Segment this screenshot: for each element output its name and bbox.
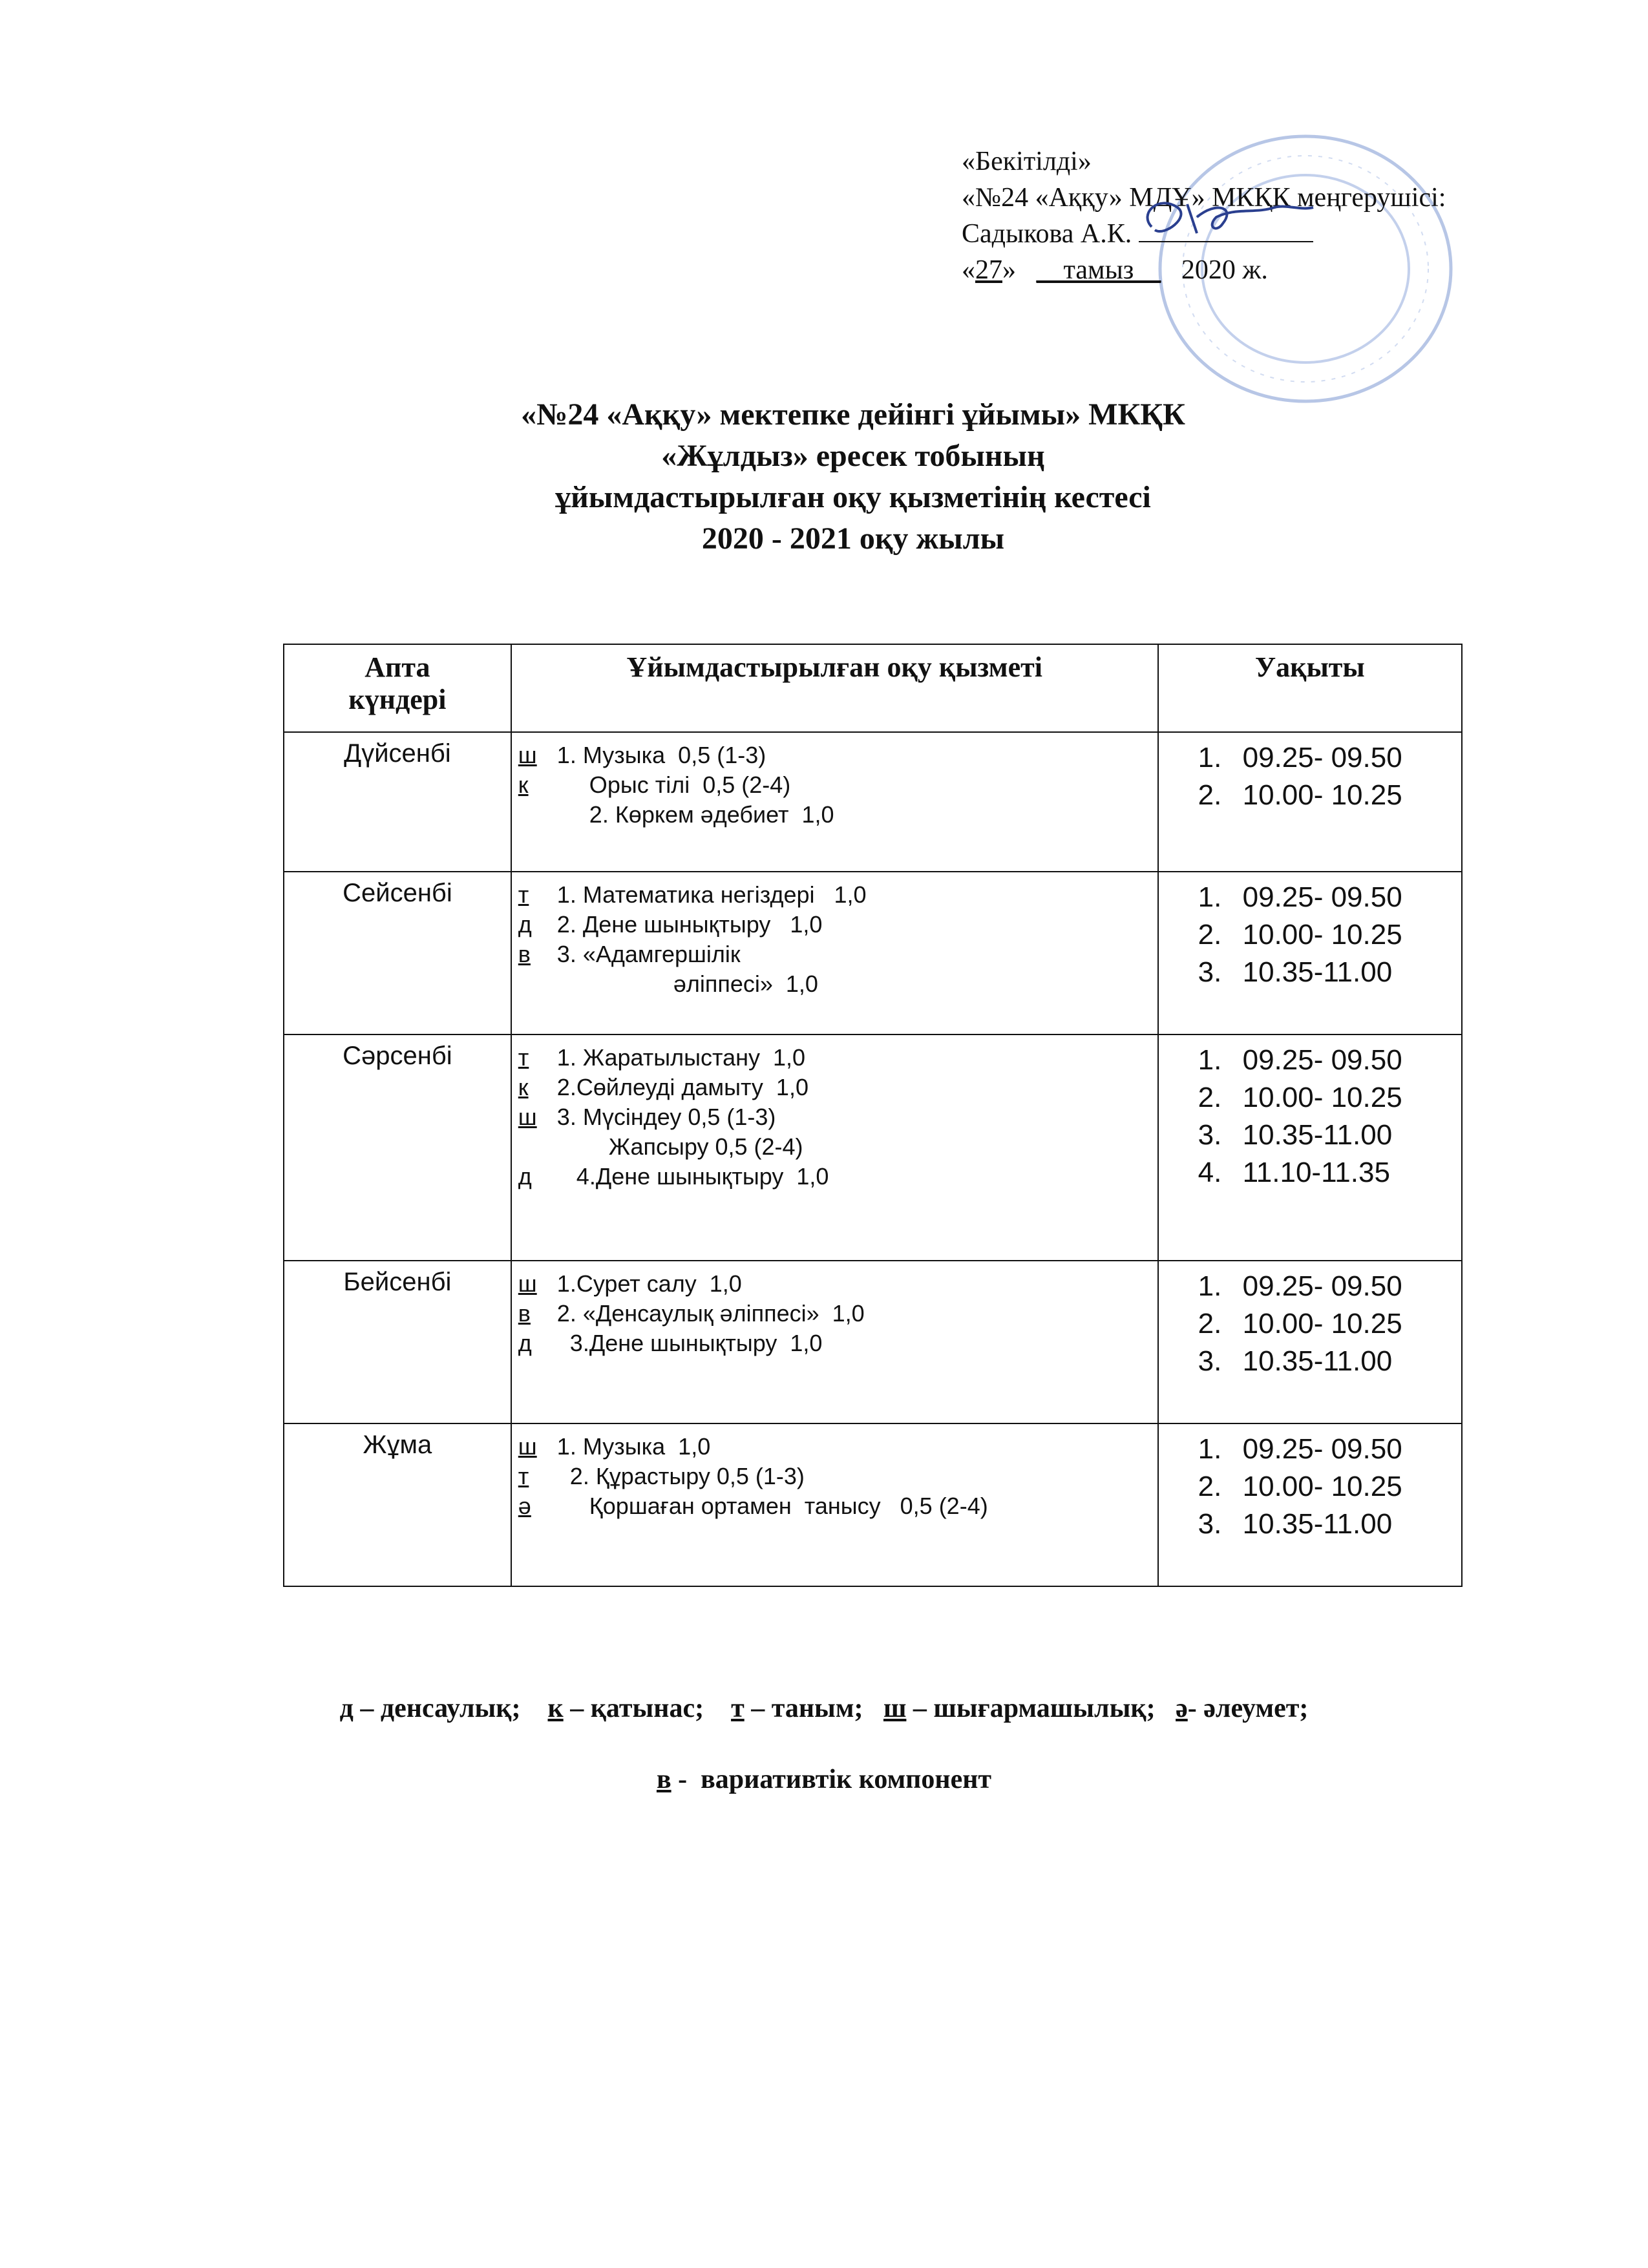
- activity-text: Орыс тілі 0,5 (2-4): [544, 772, 791, 798]
- activities-cell: [511, 1034, 1158, 1261]
- times-cell: [1158, 1423, 1462, 1586]
- times-list: [1159, 1431, 1461, 1543]
- time-slot: 1. 09.25- 09.50: [1230, 1268, 1461, 1305]
- activity-line: [518, 1102, 1157, 1132]
- activity-line: [518, 1491, 1157, 1521]
- activity-text: 2. «Денсаулық әліппесі» 1,0: [544, 1300, 865, 1327]
- activity-line: [518, 800, 1157, 830]
- approval-signer: [962, 216, 1446, 252]
- activity-text: әліппесі» 1,0: [544, 971, 818, 997]
- times-cell: [1158, 872, 1462, 1034]
- activity-text: 1. Математика негіздері 1,0: [544, 881, 867, 908]
- time-slot: 1. 09.25- 09.50: [1230, 879, 1461, 916]
- table-row: [284, 1261, 1462, 1423]
- activity-line: [518, 969, 1157, 999]
- times-cell: [1158, 1261, 1462, 1423]
- activity-line: [518, 1043, 1157, 1073]
- approval-date: «27» __тамыз__ 2020 ж.: [962, 255, 1268, 285]
- activity-line: [518, 1328, 1157, 1358]
- signature-icon: [1126, 188, 1333, 246]
- activities-cell: [511, 872, 1158, 1034]
- time-slot: 3. 10.35-11.00: [1230, 1117, 1461, 1154]
- activity-text: Жапсыру 0,5 (2-4): [544, 1133, 803, 1160]
- schedule-table: [283, 644, 1463, 1587]
- area-code: в: [518, 941, 531, 967]
- area-code: д: [518, 1163, 532, 1190]
- area-code: ә: [518, 1493, 531, 1519]
- area-code: в: [518, 1300, 531, 1327]
- activity-line: [518, 940, 1157, 969]
- activity-line: [518, 910, 1157, 940]
- activity-text: 3. Мүсіндеу 0,5 (1-3): [544, 1104, 776, 1130]
- activity-text: 3.Дене шынықтыру 1,0: [544, 1330, 823, 1356]
- activity-text: 2. Құрастыру 0,5 (1-3): [544, 1463, 805, 1489]
- activities-cell: [511, 1423, 1158, 1586]
- activity-text: 4.Дене шынықтыру 1,0: [544, 1163, 829, 1190]
- activity-text: 1. Музыка 0,5 (1-3): [544, 742, 766, 768]
- time-slot: 3. 10.35-11.00: [1230, 1343, 1461, 1380]
- area-code: к: [518, 1074, 529, 1100]
- legend: д – денсаулық; к – қатынас; т – таным; ш – шығармашылық; ә- әлеумет;: [339, 1694, 1309, 1723]
- time-slot: 1. 09.25- 09.50: [1230, 1431, 1461, 1468]
- times-cell: [1158, 1034, 1462, 1261]
- activity-text: 1.Сурет салу 1,0: [544, 1270, 742, 1297]
- activity-line: [518, 740, 1157, 770]
- activity-line: [518, 1132, 1157, 1162]
- day-cell: Жұма: [284, 1423, 511, 1586]
- table-row: [284, 1034, 1462, 1261]
- activity-line: [518, 770, 1157, 800]
- approval-year: 2020 ж.: [1181, 255, 1268, 285]
- area-code: т: [518, 881, 529, 908]
- activity-line: [518, 1299, 1157, 1328]
- day-cell: Сәрсенбі: [284, 1034, 511, 1261]
- time-slot: 2. 10.00- 10.25: [1230, 916, 1461, 954]
- page-title: «№24 «Аққу» мектепке дейінгі ұйымы» МКҚК «Жұлдыз» ересек тобының ұйымдастырылған оқу қызметінің кестесі 2020 - 2021 оқу жылы: [521, 397, 1185, 556]
- approval-org: «№24 «Аққу» МДҰ» МКҚК меңгерушісі:: [962, 183, 1446, 213]
- activity-line: [518, 1162, 1157, 1192]
- activity-line: [518, 1269, 1157, 1299]
- signer-name: Садыкова А.К.: [962, 219, 1132, 249]
- area-code: ш: [518, 742, 537, 768]
- activity-text: 3. «Адамгершілік: [544, 941, 741, 967]
- activity-text: 1. Музыка 1,0: [544, 1433, 711, 1460]
- activity-text: 2. Дене шынықтыру 1,0: [544, 911, 823, 938]
- approval-day: 27: [975, 255, 1002, 285]
- legend-variative: в - вариативтік компонент: [656, 1765, 992, 1794]
- times-list: [1159, 739, 1461, 814]
- area-code: д: [518, 911, 532, 938]
- table-row: [284, 872, 1462, 1034]
- time-slot: 2. 10.00- 10.25: [1230, 1468, 1461, 1506]
- area-code: т: [518, 1044, 529, 1071]
- time-slot: 1. 09.25- 09.50: [1230, 739, 1461, 777]
- table-row: [284, 732, 1462, 872]
- day-cell: Дүйсенбі: [284, 732, 511, 872]
- table-row: [284, 1423, 1462, 1586]
- times-list: [1159, 1042, 1461, 1192]
- time-slot: 4. 11.10-11.35: [1230, 1154, 1461, 1192]
- approval-title: «Бекітілді»: [962, 147, 1092, 176]
- activity-line: [518, 1073, 1157, 1102]
- times-list: [1159, 1268, 1461, 1380]
- activity-text: Қоршаған ортамен танысу 0,5 (2-4): [544, 1493, 988, 1519]
- activity-text: 1. Жаратылыстану 1,0: [544, 1044, 806, 1071]
- header-days: Апта күндері: [284, 644, 511, 732]
- area-code: ш: [518, 1433, 537, 1460]
- activities-cell: [511, 1261, 1158, 1423]
- approval-month: __тамыз__: [1036, 255, 1161, 285]
- time-slot: 2. 10.00- 10.25: [1230, 1079, 1461, 1117]
- header-activity: Ұйымдастырылған оқу қызметі: [511, 644, 1158, 732]
- activity-line: [518, 1462, 1157, 1491]
- time-slot: 3. 10.35-11.00: [1230, 954, 1461, 991]
- signature-line: [1139, 219, 1313, 242]
- area-code: д: [518, 1330, 532, 1356]
- area-code: ш: [518, 1104, 537, 1130]
- approval-block: [962, 143, 1446, 288]
- activities-cell: [511, 732, 1158, 872]
- table-header-row: [284, 644, 1462, 732]
- time-slot: 2. 10.00- 10.25: [1230, 777, 1461, 814]
- day-cell: Сейсенбі: [284, 872, 511, 1034]
- area-code: т: [518, 1463, 529, 1489]
- header-time: Уақыты: [1158, 644, 1462, 732]
- activity-line: [518, 880, 1157, 910]
- area-code: ш: [518, 1270, 537, 1297]
- time-slot: 1. 09.25- 09.50: [1230, 1042, 1461, 1079]
- activity-text: 2.Сөйлеуді дамыту 1,0: [544, 1074, 808, 1100]
- time-slot: 2. 10.00- 10.25: [1230, 1305, 1461, 1343]
- times-list: [1159, 879, 1461, 991]
- day-cell: Бейсенбі: [284, 1261, 511, 1423]
- area-code: к: [518, 772, 529, 798]
- time-slot: 3. 10.35-11.00: [1230, 1506, 1461, 1543]
- activity-line: [518, 1432, 1157, 1462]
- activity-text: 2. Көркем әдебиет 1,0: [544, 801, 834, 828]
- times-cell: [1158, 732, 1462, 872]
